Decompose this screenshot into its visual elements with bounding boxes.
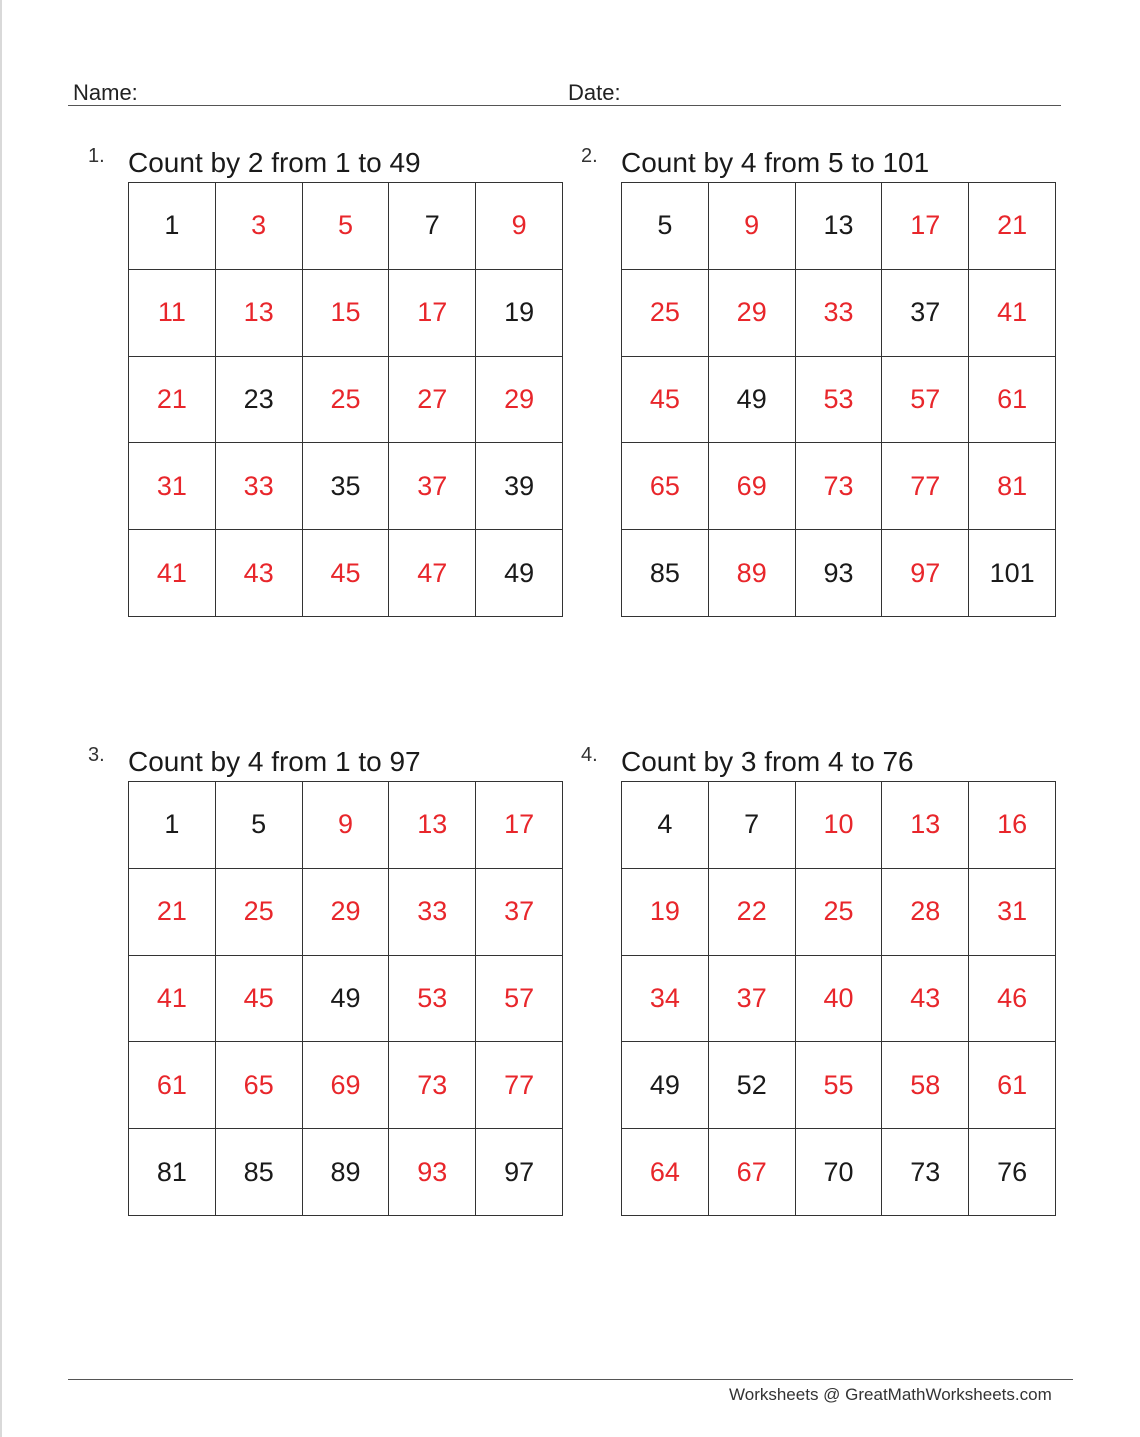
grid-cell: 9: [476, 183, 563, 270]
grid-cell: 21: [969, 183, 1056, 270]
grid-cell: 61: [969, 1042, 1056, 1129]
grid-cell: 45: [216, 956, 303, 1043]
grid-cell: 9: [303, 782, 390, 869]
grid-cell: 37: [709, 956, 796, 1043]
number-grid: [128, 182, 563, 617]
grid-cell: 46: [969, 956, 1056, 1043]
grid-cell: 13: [389, 782, 476, 869]
grid-cell: 25: [622, 270, 709, 357]
grid-cell: 21: [129, 357, 216, 444]
grid-cell: 25: [303, 357, 390, 444]
grid-cell: 11: [129, 270, 216, 357]
grid-cell: 58: [882, 1042, 969, 1129]
grid-cell: 61: [969, 357, 1056, 444]
grid-cell: 85: [216, 1129, 303, 1216]
grid-cell: 5: [622, 183, 709, 270]
grid-cell: 17: [882, 183, 969, 270]
grid-cell: 33: [796, 270, 883, 357]
grid-cell: 13: [882, 782, 969, 869]
grid-cell: 17: [389, 270, 476, 357]
grid-cell: 49: [476, 530, 563, 617]
grid-cell: 7: [389, 183, 476, 270]
grid-cell: 21: [129, 869, 216, 956]
grid-cell: 34: [622, 956, 709, 1043]
grid-cell: 85: [622, 530, 709, 617]
grid-cell: 57: [476, 956, 563, 1043]
grid-cell: 73: [882, 1129, 969, 1216]
grid-cell: 1: [129, 782, 216, 869]
grid-cell: 19: [622, 869, 709, 956]
problem-number: 4.: [581, 744, 598, 766]
grid-cell: 31: [969, 869, 1056, 956]
grid-cell: 53: [796, 357, 883, 444]
grid-cell: 29: [303, 869, 390, 956]
grid-cell: 33: [389, 869, 476, 956]
grid-cell: 41: [129, 956, 216, 1043]
grid-cell: 73: [389, 1042, 476, 1129]
grid-cell: 16: [969, 782, 1056, 869]
grid-cell: 65: [216, 1042, 303, 1129]
grid-cell: 22: [709, 869, 796, 956]
grid-cell: 45: [303, 530, 390, 617]
grid-cell: 13: [796, 183, 883, 270]
grid-cell: 55: [796, 1042, 883, 1129]
problem-title: Count by 3 from 4 to 76: [621, 746, 914, 777]
problem-title: Count by 4 from 1 to 97: [128, 746, 421, 777]
grid-cell: 23: [216, 357, 303, 444]
grid-cell: 97: [882, 530, 969, 617]
grid-cell: 31: [129, 443, 216, 530]
grid-cell: 10: [796, 782, 883, 869]
grid-cell: 37: [476, 869, 563, 956]
name-label: Name:: [73, 80, 138, 105]
grid-cell: 65: [622, 443, 709, 530]
page-edge: [0, 0, 2, 1437]
grid-cell: 28: [882, 869, 969, 956]
grid-cell: 81: [129, 1129, 216, 1216]
grid-cell: 52: [709, 1042, 796, 1129]
grid-cell: 61: [129, 1042, 216, 1129]
grid-cell: 9: [709, 183, 796, 270]
grid-cell: 35: [303, 443, 390, 530]
grid-cell: 17: [476, 782, 563, 869]
grid-cell: 64: [622, 1129, 709, 1216]
problem-number: 1.: [88, 145, 105, 167]
grid-cell: 76: [969, 1129, 1056, 1216]
grid-cell: 27: [389, 357, 476, 444]
number-grid: [621, 781, 1056, 1216]
grid-cell: 81: [969, 443, 1056, 530]
grid-cell: 43: [216, 530, 303, 617]
grid-cell: 53: [389, 956, 476, 1043]
grid-cell: 39: [476, 443, 563, 530]
number-grid: [621, 182, 1056, 617]
grid-cell: 69: [709, 443, 796, 530]
grid-cell: 19: [476, 270, 563, 357]
grid-cell: 97: [476, 1129, 563, 1216]
grid-cell: 5: [303, 183, 390, 270]
grid-cell: 43: [882, 956, 969, 1043]
grid-cell: 41: [969, 270, 1056, 357]
grid-cell: 67: [709, 1129, 796, 1216]
problem-number: 3.: [88, 744, 105, 766]
grid-cell: 25: [796, 869, 883, 956]
grid-cell: 70: [796, 1129, 883, 1216]
grid-cell: 89: [709, 530, 796, 617]
grid-cell: 37: [389, 443, 476, 530]
grid-cell: 93: [389, 1129, 476, 1216]
grid-cell: 25: [216, 869, 303, 956]
grid-cell: 29: [709, 270, 796, 357]
grid-cell: 57: [882, 357, 969, 444]
grid-cell: 1: [129, 183, 216, 270]
grid-cell: 47: [389, 530, 476, 617]
date-label: Date:: [568, 80, 621, 105]
grid-cell: 7: [709, 782, 796, 869]
grid-cell: 41: [129, 530, 216, 617]
problem-number: 2.: [581, 145, 598, 167]
grid-cell: 73: [796, 443, 883, 530]
grid-cell: 37: [882, 270, 969, 357]
number-grid: [128, 781, 563, 1216]
header-rule: [68, 105, 1061, 106]
problem-title: Count by 2 from 1 to 49: [128, 147, 421, 178]
grid-cell: 45: [622, 357, 709, 444]
grid-cell: 49: [303, 956, 390, 1043]
grid-cell: 77: [476, 1042, 563, 1129]
grid-cell: 69: [303, 1042, 390, 1129]
grid-cell: 13: [216, 270, 303, 357]
grid-cell: 3: [216, 183, 303, 270]
grid-cell: 77: [882, 443, 969, 530]
grid-cell: 15: [303, 270, 390, 357]
problem-title: Count by 4 from 5 to 101: [621, 147, 930, 178]
grid-cell: 89: [303, 1129, 390, 1216]
grid-cell: 101: [969, 530, 1056, 617]
grid-cell: 5: [216, 782, 303, 869]
grid-cell: 4: [622, 782, 709, 869]
grid-cell: 93: [796, 530, 883, 617]
grid-cell: 29: [476, 357, 563, 444]
footer-rule: [68, 1379, 1073, 1380]
footer-credit: Worksheets @ GreatMathWorksheets.com: [729, 1385, 1052, 1404]
grid-cell: 49: [709, 357, 796, 444]
grid-cell: 49: [622, 1042, 709, 1129]
grid-cell: 40: [796, 956, 883, 1043]
grid-cell: 33: [216, 443, 303, 530]
